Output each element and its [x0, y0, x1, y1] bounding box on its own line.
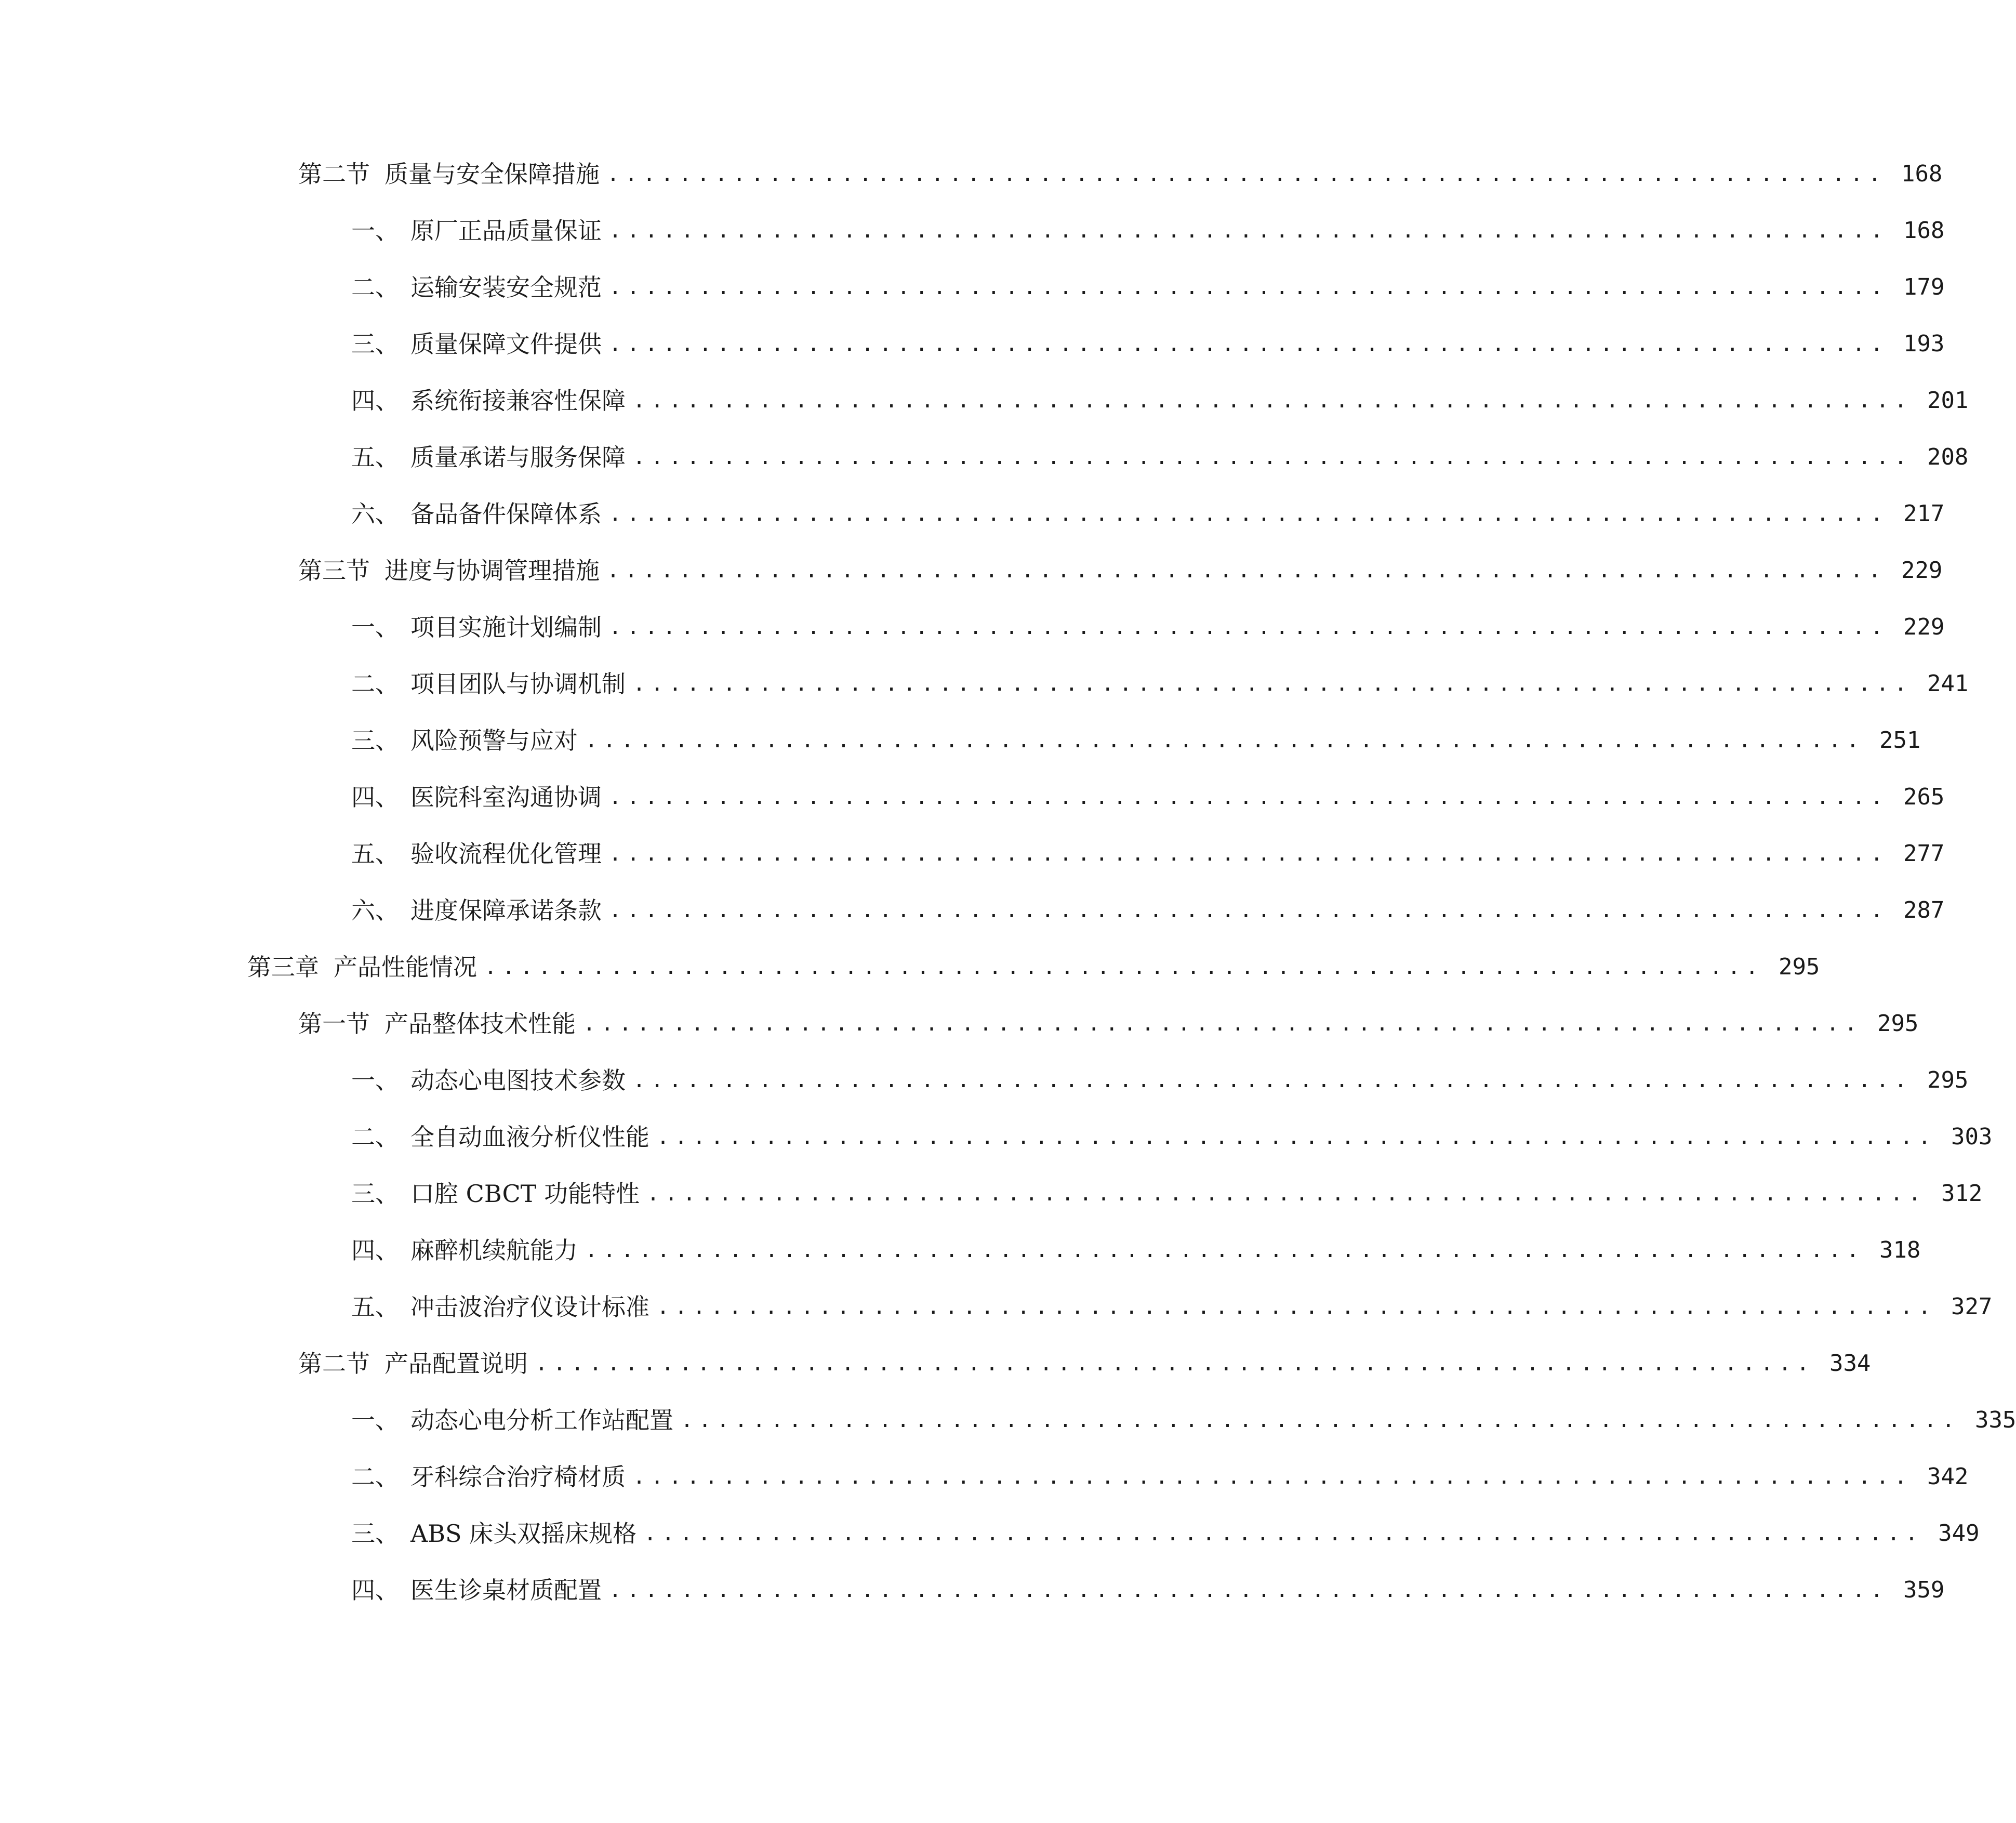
entry-number: 三、: [351, 1180, 399, 1208]
entry-title: 进度与协调管理措施: [384, 557, 600, 585]
toc-entry-item[interactable]: [351, 1060, 1969, 1101]
entry-page-number: 342: [1927, 1463, 1969, 1490]
dot-leader: .......................................................................: [607, 162, 1887, 186]
entry-number: 第一节: [298, 1010, 370, 1038]
dot-leader: .......................................................................: [646, 1182, 1927, 1206]
entry-number: 第二节: [298, 160, 370, 188]
entry-number: 三、: [351, 726, 399, 755]
toc-entry-item[interactable]: [351, 1116, 1993, 1158]
entry-title: ABS 床头双摇床规格: [410, 1520, 637, 1548]
entry-number: 六、: [351, 500, 399, 528]
entry-page-number: 349: [1938, 1520, 1980, 1547]
entry-number: 三、: [351, 330, 399, 358]
entry-page-number: 251: [1879, 727, 1921, 754]
toc-entry-item[interactable]: [351, 663, 1969, 705]
entry-number: 四、: [351, 387, 399, 415]
toc-entry-item[interactable]: [351, 1569, 1945, 1611]
entry-number: 二、: [351, 1123, 399, 1151]
dot-leader: .......................................................................: [657, 1295, 1937, 1319]
entry-page-number: 217: [1903, 500, 1945, 527]
toc-entry-item[interactable]: [351, 267, 1945, 308]
entry-title: 产品配置说明: [384, 1350, 528, 1378]
dot-leader: .......................................................................: [609, 1578, 1889, 1602]
entry-title: 动态心电图技术参数: [410, 1066, 626, 1094]
toc-entry-item[interactable]: [351, 833, 1945, 875]
entry-title: 验收流程优化管理: [410, 840, 602, 868]
dot-leader: .......................................................................: [633, 389, 1913, 413]
entry-number: 一、: [351, 613, 399, 641]
entry-number: 五、: [351, 443, 399, 471]
dot-leader: .......................................................................: [607, 559, 1887, 583]
entry-title: 产品整体技术性能: [384, 1010, 576, 1038]
toc-entry-chapter[interactable]: [247, 946, 1820, 988]
entry-number: 三、: [351, 1520, 399, 1548]
entry-page-number: 312: [1941, 1180, 1983, 1207]
entry-page-number: 303: [1951, 1124, 1993, 1150]
toc-entry-item[interactable]: [351, 1399, 2016, 1441]
entry-page-number: 295: [1877, 1010, 1919, 1037]
dot-leader: .......................................................................: [609, 275, 1889, 299]
entry-title: 质量与安全保障措施: [384, 160, 600, 188]
dot-leader: .......................................................................: [609, 842, 1889, 866]
entry-page-number: 179: [1903, 274, 1945, 300]
entry-title: 口腔 CBCT 功能特性: [410, 1180, 640, 1208]
entry-title: 质量承诺与服务保障: [410, 443, 626, 471]
toc-entry-item[interactable]: [351, 437, 1969, 478]
entry-title: 产品性能情况: [334, 953, 477, 981]
entry-page-number: 241: [1927, 670, 1969, 697]
dot-leader: .......................................................................: [644, 1522, 1924, 1545]
toc-entry-item[interactable]: [351, 1456, 1969, 1498]
entry-page-number: 334: [1829, 1350, 1871, 1377]
entry-page-number: 168: [1901, 161, 1943, 187]
entry-page-number: 168: [1903, 217, 1945, 244]
entry-title: 进度保障承诺条款: [410, 896, 602, 924]
entry-number: 一、: [351, 1066, 399, 1094]
dot-leader: .......................................................................: [484, 955, 1764, 979]
dot-leader: .......................................................................: [633, 672, 1913, 696]
entry-title: 系统衔接兼容性保障: [410, 387, 626, 415]
entry-page-number: 229: [1903, 614, 1945, 640]
dot-leader: .......................................................................: [585, 729, 1865, 752]
entry-title: 备品备件保障体系: [410, 500, 602, 528]
toc-entry-item[interactable]: [351, 1173, 1983, 1214]
toc-entry-section[interactable]: [298, 550, 1943, 591]
entry-title: 运输安装安全规范: [410, 273, 602, 301]
entry-title: 质量保障文件提供: [410, 330, 602, 358]
toc-entry-item[interactable]: [351, 1286, 1993, 1328]
toc-entry-item[interactable]: [351, 890, 1945, 931]
entry-number: 五、: [351, 1293, 399, 1321]
entry-title: 麻醉机续航能力: [410, 1236, 578, 1264]
toc-entry-item[interactable]: [351, 323, 1945, 365]
entry-number: 二、: [351, 670, 399, 698]
entry-number: 一、: [351, 217, 399, 245]
dot-leader: .......................................................................: [609, 502, 1889, 526]
entry-title: 风险预警与应对: [410, 726, 578, 755]
entry-page-number: 193: [1903, 331, 1945, 357]
entry-page-number: 201: [1927, 387, 1969, 414]
dot-leader: .......................................................................: [633, 445, 1913, 469]
dot-leader: .......................................................................: [535, 1352, 1815, 1376]
toc-entry-item[interactable]: [351, 380, 1969, 421]
entry-page-number: 327: [1951, 1293, 1993, 1320]
dot-leader: .......................................................................: [609, 332, 1889, 356]
entry-title: 动态心电分析工作站配置: [410, 1406, 673, 1434]
entry-number: 第二节: [298, 1350, 370, 1378]
entry-title: 医生诊桌材质配置: [410, 1576, 602, 1604]
dot-leader: .......................................................................: [585, 1238, 1865, 1262]
entry-title: 医院科室沟通协调: [410, 783, 602, 811]
dot-leader: .......................................................................: [633, 1068, 1913, 1092]
entry-page-number: 318: [1879, 1237, 1921, 1263]
toc-entry-item[interactable]: [351, 720, 1921, 761]
dot-leader: .......................................................................: [609, 615, 1889, 639]
dot-leader: .......................................................................: [681, 1408, 1960, 1432]
entry-title: 全自动血液分析仪性能: [410, 1123, 649, 1151]
toc-entry-section[interactable]: [298, 153, 1943, 195]
entry-page-number: 229: [1901, 557, 1943, 584]
dot-leader: .......................................................................: [609, 899, 1889, 922]
entry-number: 六、: [351, 896, 399, 924]
entry-number: 第三节: [298, 557, 370, 585]
toc-entry-item[interactable]: [351, 1513, 1980, 1554]
toc-entry-item[interactable]: [351, 776, 1945, 818]
entry-title: 冲击波治疗仪设计标准: [410, 1293, 649, 1321]
entry-number: 第三章: [247, 953, 319, 981]
entry-title: 原厂正品质量保证: [410, 217, 602, 245]
dot-leader: .......................................................................: [609, 785, 1889, 809]
entry-title: 项目团队与协调机制: [410, 670, 626, 698]
entry-page-number: 265: [1903, 784, 1945, 810]
toc-entry-item[interactable]: [351, 493, 1945, 535]
entry-number: 五、: [351, 840, 399, 868]
dot-leader: .......................................................................: [633, 1465, 1913, 1489]
entry-page-number: 208: [1927, 444, 1969, 470]
entry-number: 二、: [351, 1463, 399, 1491]
toc-entry-item[interactable]: [351, 210, 1945, 252]
entry-number: 二、: [351, 273, 399, 301]
entry-page-number: 359: [1903, 1577, 1945, 1603]
entry-number: 四、: [351, 1236, 399, 1264]
entry-number: 一、: [351, 1406, 399, 1434]
entry-title: 项目实施计划编制: [410, 613, 602, 641]
dot-leader: .......................................................................: [583, 1012, 1863, 1036]
entry-page-number: 277: [1903, 840, 1945, 867]
entry-page-number: 295: [1927, 1067, 1969, 1093]
entry-number: 四、: [351, 783, 399, 811]
toc-entry-section[interactable]: [298, 1003, 1919, 1045]
toc-entry-section[interactable]: [298, 1343, 1871, 1384]
toc-entry-item[interactable]: [351, 606, 1945, 648]
toc-entry-item[interactable]: [351, 1230, 1921, 1271]
entry-page-number: 335: [1974, 1407, 2016, 1433]
entry-page-number: 295: [1778, 954, 1820, 980]
dot-leader: .......................................................................: [609, 219, 1889, 243]
entry-title: 牙科综合治疗椅材质: [410, 1463, 626, 1491]
entry-page-number: 287: [1903, 897, 1945, 923]
entry-number: 四、: [351, 1576, 399, 1604]
dot-leader: .......................................................................: [657, 1125, 1937, 1149]
